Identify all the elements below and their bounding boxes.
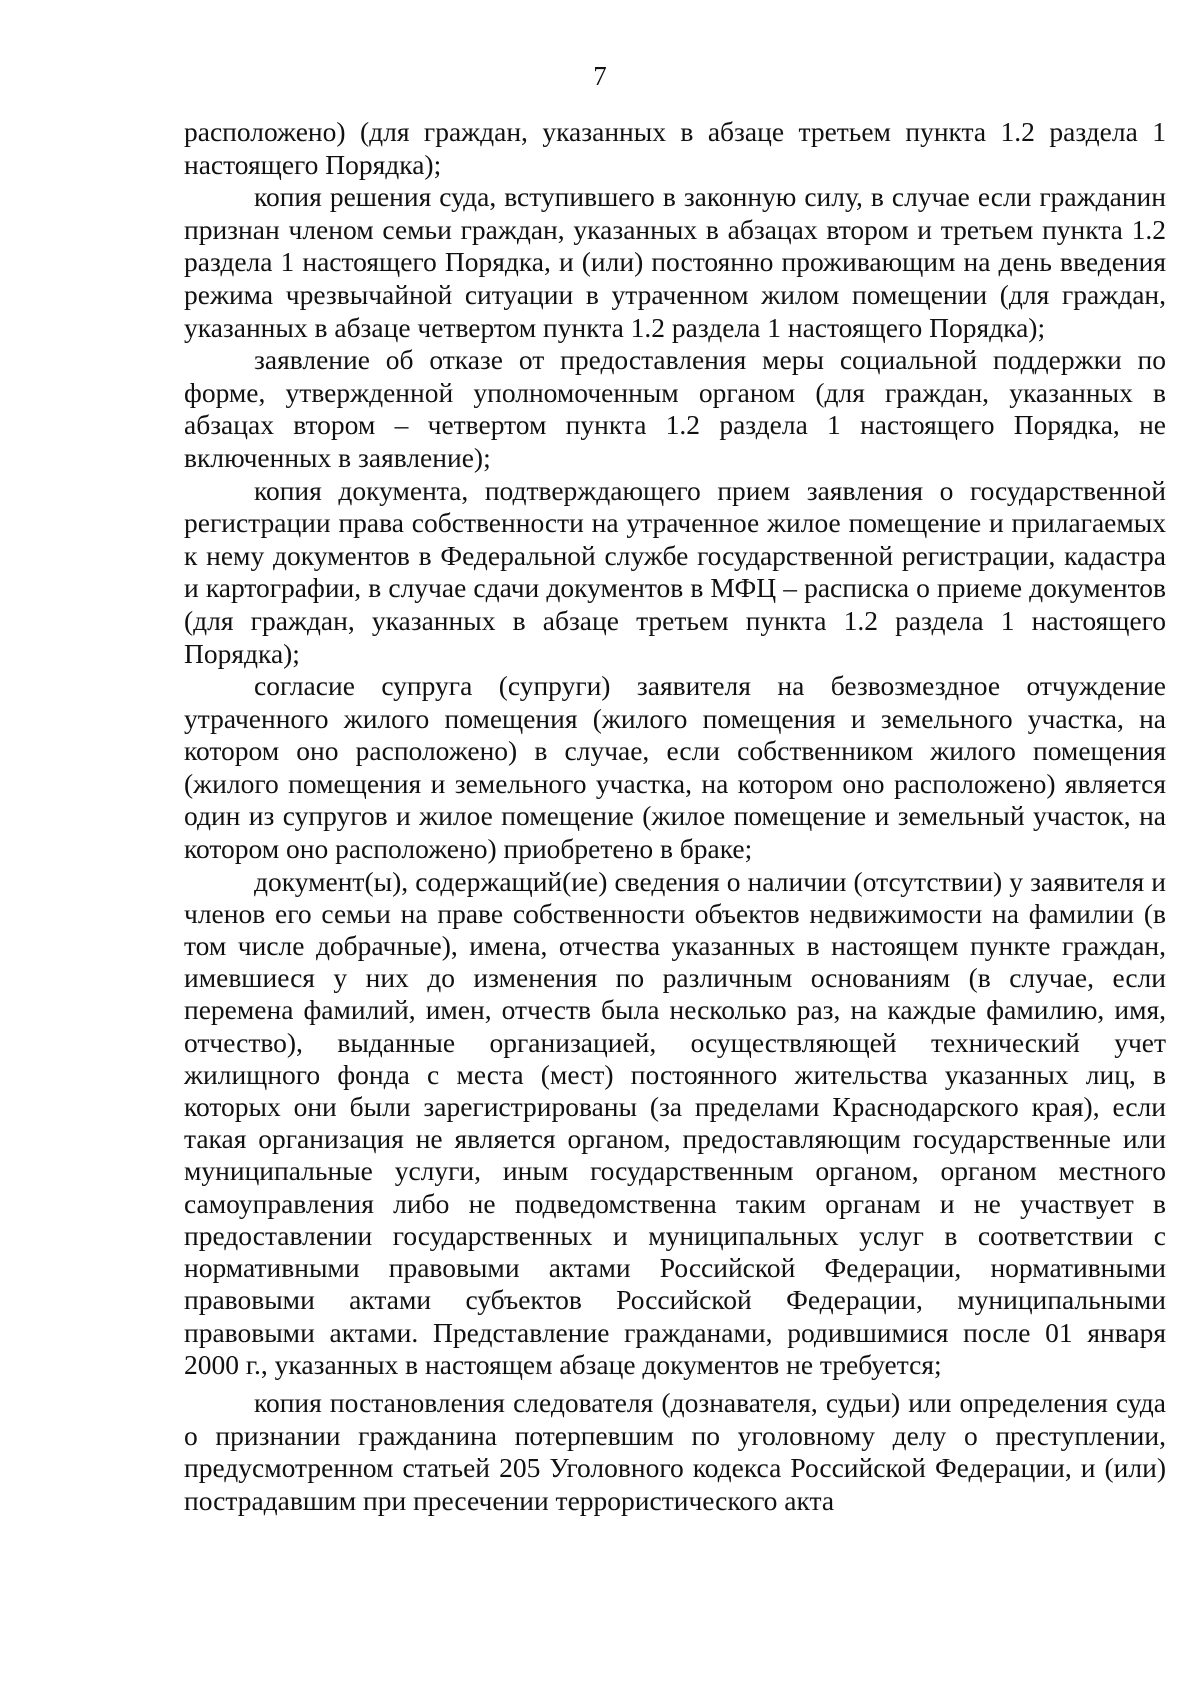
paragraph-registration-receipt: копия документа, подтверждающего прием заявления о государственной регистрации права собственности на утраченное жилое помещение и прилагаемых к нему документов в Федеральной службе государственной регистрации, кадастра и картографии, в случае сдачи документов в МФЦ – расписка о приеме документов (для граждан, указанных в абзаце третьем пункта 1.2 раздела 1 настоящего Порядка); xyxy=(184,474,1166,669)
paragraph-continuation: расположено) (для граждан, указанных в абзаце третьем пункта 1.2 раздела 1 настоящего Порядка); xyxy=(184,116,1166,180)
page-number: 7 xyxy=(593,61,607,91)
paragraph-court-decision-copy: копия решения суда, вступившего в законную силу, в случае если гражданин признан членом семьи граждан, указанных в абзацах втором и третьем пункта 1.2 раздела 1 настоящего Порядка, и (или) постоянно проживающим на день введения режима чрезвычайной ситуации в утраченном жилом помещении (для граждан, указанных в абзаце четвертом пункта 1.2 раздела 1 настоящего Порядка); xyxy=(184,181,1166,343)
paragraph-spouse-consent: согласие супруга (супруги) заявителя на безвозмездное отчуждение утраченного жилого помещения (жилого помещения и земельного участка, на котором оно расположено) в случае, если собственником жилого помещения (жилого помещения и земельного участка, на котором оно расположено) является один из супругов и жилое помещение (жилое помещение и земельный участок, на котором оно расположено) приобретено в браке; xyxy=(184,670,1166,865)
paragraph-property-documents: документ(ы), содержащий(ие) сведения о наличии (отсутствии) у заявителя и членов его семьи на праве собственности объектов недвижимости на фамилии (в том числе добрачные), имена, отчества указанных в настоящем пункте граждан, имевшиеся у них до изменения по различным основаниям (в случае, если перемена фамилий, имен, отчеств была несколько раз, на каждые фамилию, имя, отчество), выданные организацией, осуществляющей технический учет жилищного фонда с места (мест) постоянного жительства указанных лиц, в которых они были зарегистрированы (за пределами Краснодарского края), если такая организация не является органом, предоставляющим государственные или муниципальные услуги, иным государственным органом, органом местного самоуправления либо не подведомственна таким органам и не участвует в предоставлении государственных и муниципальных услуг в соответствии с нормативными правовыми актами Российской Федерации, нормативными правовыми актами субъектов Российской Федерации, муниципальными правовыми актами. Представление гражданами, родившимися после 01 января 2000 г., указанных в настоящем абзаце документов не требуется; xyxy=(184,865,1166,1380)
paragraph-investigator-decision: копия постановления следователя (дознавателя, судьи) или определения суда о признании гражданина потерпевшим по уголовному делу о преступлении, предусмотренном статьей 205 Уголовного кодекса Российской Федерации, и (или) пострадавшим при пресечении террористического акта xyxy=(184,1386,1166,1516)
document-body xyxy=(184,116,1166,1517)
paragraph-refusal-statement: заявление об отказе от предоставления меры социальной поддержки по форме, утвержденной уполномоченным органом (для граждан, указанных в абзацах втором – четвертом пункта 1.2 раздела 1 настоящего Порядка, не включенных в заявление); xyxy=(184,344,1166,473)
